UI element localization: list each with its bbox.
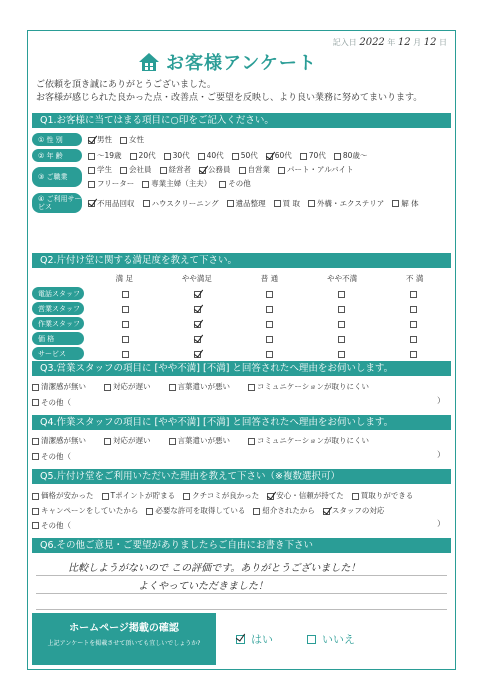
checkbox[interactable] [88,167,95,174]
checkbox[interactable] [338,336,345,343]
option[interactable] [88,150,122,161]
checkbox[interactable] [194,321,201,328]
option[interactable] [104,435,151,446]
handwritten-comment-line1: 比較しようがないので この評価です。ありがとうございました！ [68,563,361,574]
option-label: 60代 [274,151,292,160]
option-group [88,164,362,189]
satisfaction-column: 普 通 [260,274,279,283]
option[interactable] [198,150,224,161]
option[interactable] [32,435,86,446]
checkbox[interactable] [88,137,95,144]
option[interactable] [278,165,354,174]
consent-no[interactable] [307,631,355,647]
checkbox[interactable] [88,153,95,160]
survey-sheet [27,30,456,670]
option-label: 紹介されたから [262,506,315,515]
checkbox[interactable] [323,508,330,515]
option-label: 女性 [129,135,144,144]
checkbox[interactable] [267,493,274,500]
checkbox[interactable] [248,384,255,391]
option-label: パート・アルバイト [287,165,354,174]
q5-other-row [32,520,451,531]
checkbox[interactable] [88,181,95,188]
option-label: コミュニケーションが取りにくい [257,382,370,391]
checkbox[interactable] [236,635,245,644]
checkbox[interactable] [410,321,417,328]
checkbox[interactable] [32,522,39,529]
checkbox[interactable] [143,200,150,207]
option-label: ハウスクリーニング [151,198,219,208]
checkbox[interactable] [183,493,190,500]
consent-choices [216,613,451,665]
row-label: サービス [32,347,84,360]
q5-close-paren: ） [437,519,445,528]
satisfaction-row [32,347,451,360]
checkbox[interactable] [198,153,205,160]
option-label: 必要な許可を取得している [155,506,246,515]
checkbox[interactable] [194,291,201,298]
date-month-unit: 月 [413,38,422,47]
checkbox[interactable] [32,493,39,500]
option[interactable] [104,381,151,392]
option-label: クチコミが良かった [192,491,260,500]
q6-heading: Q6.その他ご意見・ご要望がありましたらご自由にお書き下さい [32,538,451,553]
checkbox[interactable] [266,336,273,343]
checkbox[interactable] [146,508,153,515]
option-label: 公務員 [208,165,231,174]
answer-line [36,575,447,576]
option[interactable] [267,490,344,501]
option[interactable] [266,150,292,161]
checkbox[interactable] [410,336,417,343]
option-label: 30代 [172,151,190,160]
house-icon [138,52,160,72]
satisfaction-header [88,273,451,284]
checkbox[interactable] [194,306,201,313]
option-label: 価格が安かった [41,491,94,500]
option[interactable] [88,179,134,188]
checkbox[interactable] [102,493,109,500]
entry-date [333,37,447,48]
row-label: 価 格 [32,332,84,345]
date-day: 12 [423,37,437,48]
checkbox[interactable] [253,508,260,515]
checkbox[interactable] [122,291,129,298]
consent-yes-label: はい [251,633,273,646]
option[interactable] [274,198,300,209]
option-label: 自営業 [247,165,270,174]
option[interactable] [160,165,192,174]
checkbox[interactable] [338,321,345,328]
option[interactable] [308,198,384,209]
option[interactable] [300,150,326,161]
checkbox[interactable] [410,351,417,358]
option[interactable] [102,490,176,501]
checkbox[interactable] [32,453,39,460]
checkbox[interactable] [194,336,201,343]
intro-text [36,79,422,105]
checkbox[interactable] [32,508,39,515]
page-title: お客様アンケート [166,53,317,74]
option-line [88,164,362,175]
checkbox[interactable] [227,200,234,207]
date-label: 記入日 [332,38,357,47]
option-label: 言葉遣いが悪い [177,382,230,391]
date-day-unit: 日 [439,38,447,47]
checkbox[interactable] [32,438,39,445]
checkbox[interactable] [266,351,273,358]
option-label: コミュニケーションが取りにくい [257,436,370,445]
option[interactable] [88,165,112,174]
checkbox[interactable] [160,167,167,174]
q5-heading: Q5.片付け堂をご利用いただいた理由を教えて下さい（※複数選択可） [32,469,451,484]
intro-line: お客様が感じられた良かった点・改善点・ご要望を反映し、より良い業務に努めてまいります。 [36,93,423,103]
option[interactable] [352,490,414,501]
checkbox[interactable] [278,167,285,174]
q1-row [32,164,451,189]
q4-options [32,435,451,446]
row-label: ① 性 別 [32,133,82,146]
checkbox[interactable] [410,306,417,313]
checkbox[interactable] [142,181,149,188]
row-label: ③ ご職業 [32,167,82,187]
option-label: その他 [228,179,251,188]
checkbox[interactable] [248,438,255,445]
q4-other-label: その他（ [41,452,71,461]
q3-other-label: その他（ [41,398,71,407]
option[interactable] [88,198,135,209]
satisfaction-column: やや満足 [181,274,212,283]
checkbox[interactable] [219,181,226,188]
option-label: 40代 [206,151,224,160]
consent-no-label: いいえ [322,633,355,646]
checkbox[interactable] [266,291,273,298]
q2-heading: Q2.片付け堂に関する満足度を教えて下さい。 [32,253,451,268]
option[interactable] [199,165,231,174]
q4-close-paren: ） [437,450,445,459]
checkbox[interactable] [169,384,176,391]
checkbox[interactable] [410,291,417,298]
option-label: 50代 [240,151,258,160]
option[interactable] [183,490,259,501]
option[interactable] [169,435,231,446]
checkbox[interactable] [232,153,239,160]
q5-options-row1 [32,490,451,501]
q1-row [32,133,451,146]
option-label: 買 取 [282,198,301,208]
satisfaction-column: 不 満 [405,274,424,283]
option[interactable] [239,165,271,174]
row-label: ② 年 齢 [32,149,82,162]
option-label: スタッフの対応 [331,506,385,515]
checkbox[interactable] [122,306,129,313]
option-label: Tポイントが貯まる [110,491,176,500]
date-year: 2022 [359,37,385,48]
option[interactable] [232,150,258,161]
q1-row [32,149,451,162]
option-label: 安心・信頼が持てた [276,491,344,500]
checkbox[interactable] [120,167,127,174]
option-label: 経営者 [168,165,191,174]
title-row [138,49,317,75]
date-month: 12 [397,37,411,48]
q3-heading: Q3.営業スタッフの項目に [やや不満] [不満] と回答されたへ理由をお伺いします。 [32,361,451,376]
intro-line: ご依頼を頂き誠にありがとうございました。 [36,80,217,90]
row-label: 電話スタッフ [32,287,84,300]
option[interactable] [248,381,369,392]
option[interactable] [32,505,138,516]
option[interactable] [120,165,152,174]
option-label: 清潔感が無い [41,436,86,445]
option-label: 学生 [97,165,112,174]
checkbox[interactable] [307,635,316,644]
checkbox[interactable] [266,306,273,313]
row-label: 作業スタッフ [32,317,84,330]
option[interactable] [142,179,211,188]
checkbox[interactable] [88,200,95,207]
checkbox[interactable] [164,153,171,160]
option-label: 解 体 [401,198,419,208]
q3-options [32,381,451,392]
checkbox[interactable] [122,336,129,343]
checkbox[interactable] [274,200,281,207]
option[interactable] [32,381,86,392]
checkbox[interactable] [120,137,127,144]
option[interactable] [253,505,315,516]
option-label: 会社員 [129,165,152,174]
option-label: ～19歳 [97,151,122,160]
checkbox[interactable] [122,321,129,328]
checkbox[interactable] [352,493,359,500]
option[interactable] [227,198,266,209]
option[interactable] [169,381,231,392]
option[interactable] [248,435,369,446]
option[interactable] [392,198,418,209]
option-label: 対応が遅い [113,382,151,391]
checkbox[interactable] [300,153,307,160]
option-label: 70代 [308,151,326,160]
option[interactable] [32,490,94,501]
checkbox[interactable] [130,153,137,160]
q4-heading: Q4.作業スタッフの項目に [やや不満] [不満] と回答されたへ理由をお伺いします。 [32,415,451,430]
checkbox[interactable] [104,384,111,391]
option[interactable] [143,198,219,209]
q1-row [32,193,451,213]
option-label: 外構・エクステリア [317,198,385,208]
checkbox[interactable] [199,167,206,174]
consent-subtitle: 上記アンケートを掲載させて頂いても宜しいでしょうか? [47,640,201,647]
consent-title: ホームページ掲載の確認 [69,623,179,634]
q3-close-paren: ） [437,396,445,405]
option-label: フリーター [97,179,135,188]
option-label: 買取りができる [360,491,414,500]
option-label: 不用品回収 [97,198,135,208]
row-label: 営業スタッフ [32,302,84,315]
option-label: 対応が遅い [113,436,151,445]
checkbox[interactable] [334,153,341,160]
checkbox[interactable] [266,321,273,328]
checkbox[interactable] [338,291,345,298]
row-label: ④ ご利用サービス [32,193,82,213]
consent-yes[interactable] [236,631,273,647]
q3-other-row [32,397,451,408]
checkbox[interactable] [194,351,201,358]
q4-other-row [32,451,451,462]
option[interactable] [120,134,144,145]
publish-consent [32,613,451,665]
date-year-unit: 年 [387,38,396,47]
publish-consent-label [32,613,216,665]
option[interactable] [88,134,112,145]
option[interactable] [164,150,190,161]
option-label: 清潔感が無い [41,382,86,391]
q5-options-row2 [32,505,451,516]
answer-line [36,609,447,610]
checkbox[interactable] [308,200,315,207]
option[interactable] [146,505,245,516]
checkbox[interactable] [32,384,39,391]
q1-heading: Q1.お客様に当てはまる項目に○印をご記入ください。 [32,113,451,128]
option-label: キャンペーンをしていたから [41,506,139,515]
satisfaction-column: 満 足 [115,274,133,283]
checkbox[interactable] [338,306,345,313]
option-label: 男性 [97,135,112,144]
option-label: 専業主婦（主夫） [151,179,212,188]
checkbox[interactable] [104,438,111,445]
option-label: 遺品整理 [235,198,266,208]
satisfaction-column: やや不満 [327,274,358,283]
handwritten-comment-line2: よくやっていただきました！ [138,581,268,592]
option[interactable] [323,505,385,516]
answer-line [36,593,447,594]
checkbox[interactable] [266,153,273,160]
option[interactable] [334,150,368,161]
q5-other-label: その他（ [41,521,71,530]
checkbox[interactable] [32,399,39,406]
option-label: 言葉遣いが悪い [177,436,230,445]
option-label: 80歳～ [342,151,368,160]
checkbox[interactable] [122,351,129,358]
checkbox[interactable] [169,438,176,445]
option-label: 20代 [138,151,156,160]
checkbox[interactable] [392,200,399,207]
checkbox[interactable] [338,351,345,358]
option[interactable] [130,150,156,161]
option[interactable] [219,179,251,188]
checkbox[interactable] [239,167,246,174]
option-line [88,178,362,189]
